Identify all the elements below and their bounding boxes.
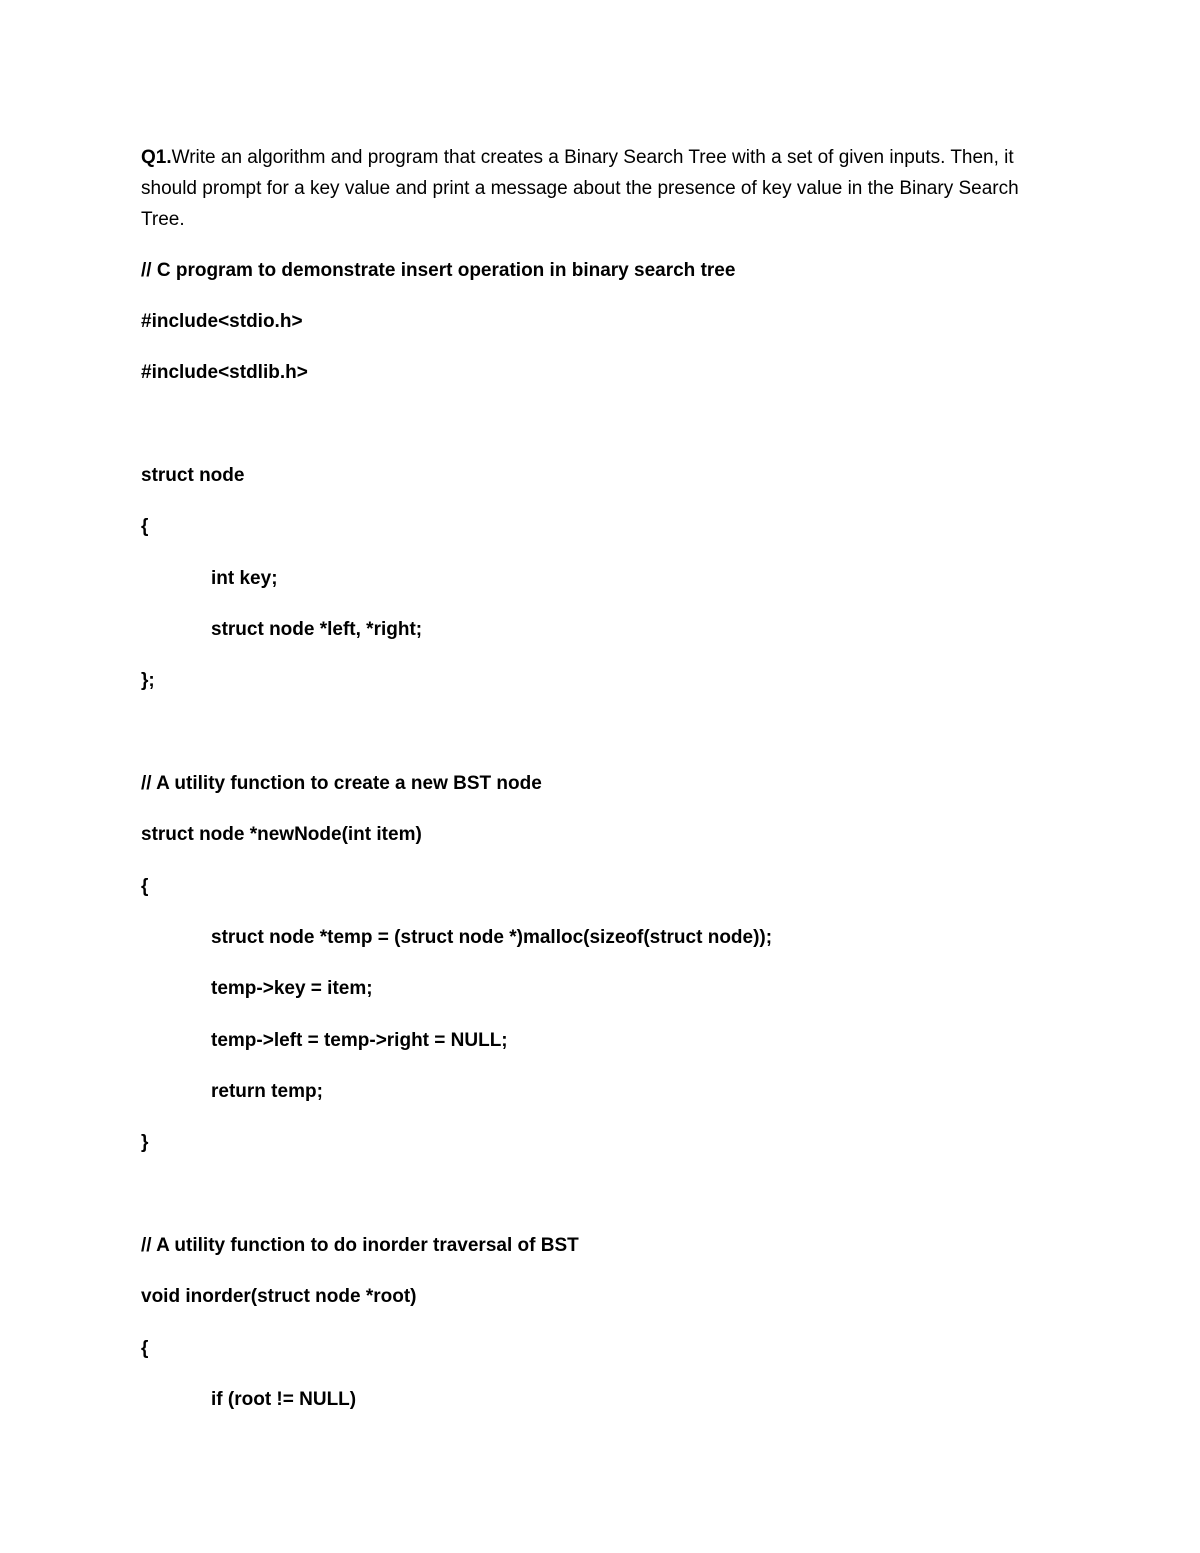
- code-comment-inorder: // A utility function to do inorder traversal of BST: [141, 1235, 579, 1256]
- code-newnode-signature: struct node *newNode(int item): [141, 824, 422, 845]
- code-comment-newnode: // A utility function to create a new BST node: [141, 773, 542, 794]
- code-include-stdio: #include<stdio.h>: [141, 311, 303, 332]
- code-inorder-signature: void inorder(struct node *root): [141, 1286, 417, 1307]
- code-include-stdlib: #include<stdlib.h>: [141, 362, 308, 383]
- code-open-brace-struct: {: [141, 516, 149, 537]
- code-open-brace-inorder: {: [141, 1338, 149, 1359]
- code-temp-key: temp->key = item;: [211, 978, 373, 999]
- code-temp-alloc: struct node *temp = (struct node *)malloc(sizeof(struct node));: [211, 927, 773, 948]
- question-label: Q1.: [141, 147, 172, 168]
- code-return-temp: return temp;: [211, 1081, 323, 1102]
- code-struct-node: struct node: [141, 465, 245, 486]
- code-open-brace-newnode: {: [141, 876, 149, 897]
- code-struct-pointers: struct node *left, *right;: [211, 619, 423, 640]
- question-text: Write an algorithm and program that creates a Binary Search Tree with a set of given inputs. Then, it should prompt for a key value and print a message about the presence of key value in the Binary Search Tree.: [141, 147, 1019, 230]
- code-int-key: int key;: [211, 568, 278, 589]
- code-close-brace-newnode: }: [141, 1132, 149, 1153]
- code-temp-children: temp->left = temp->right = NULL;: [211, 1030, 508, 1051]
- code-comment-demo: // C program to demonstrate insert operation in binary search tree: [141, 260, 736, 281]
- code-close-struct: };: [141, 670, 155, 691]
- code-if-root: if (root != NULL): [211, 1389, 357, 1410]
- question-paragraph: [141, 142, 1061, 235]
